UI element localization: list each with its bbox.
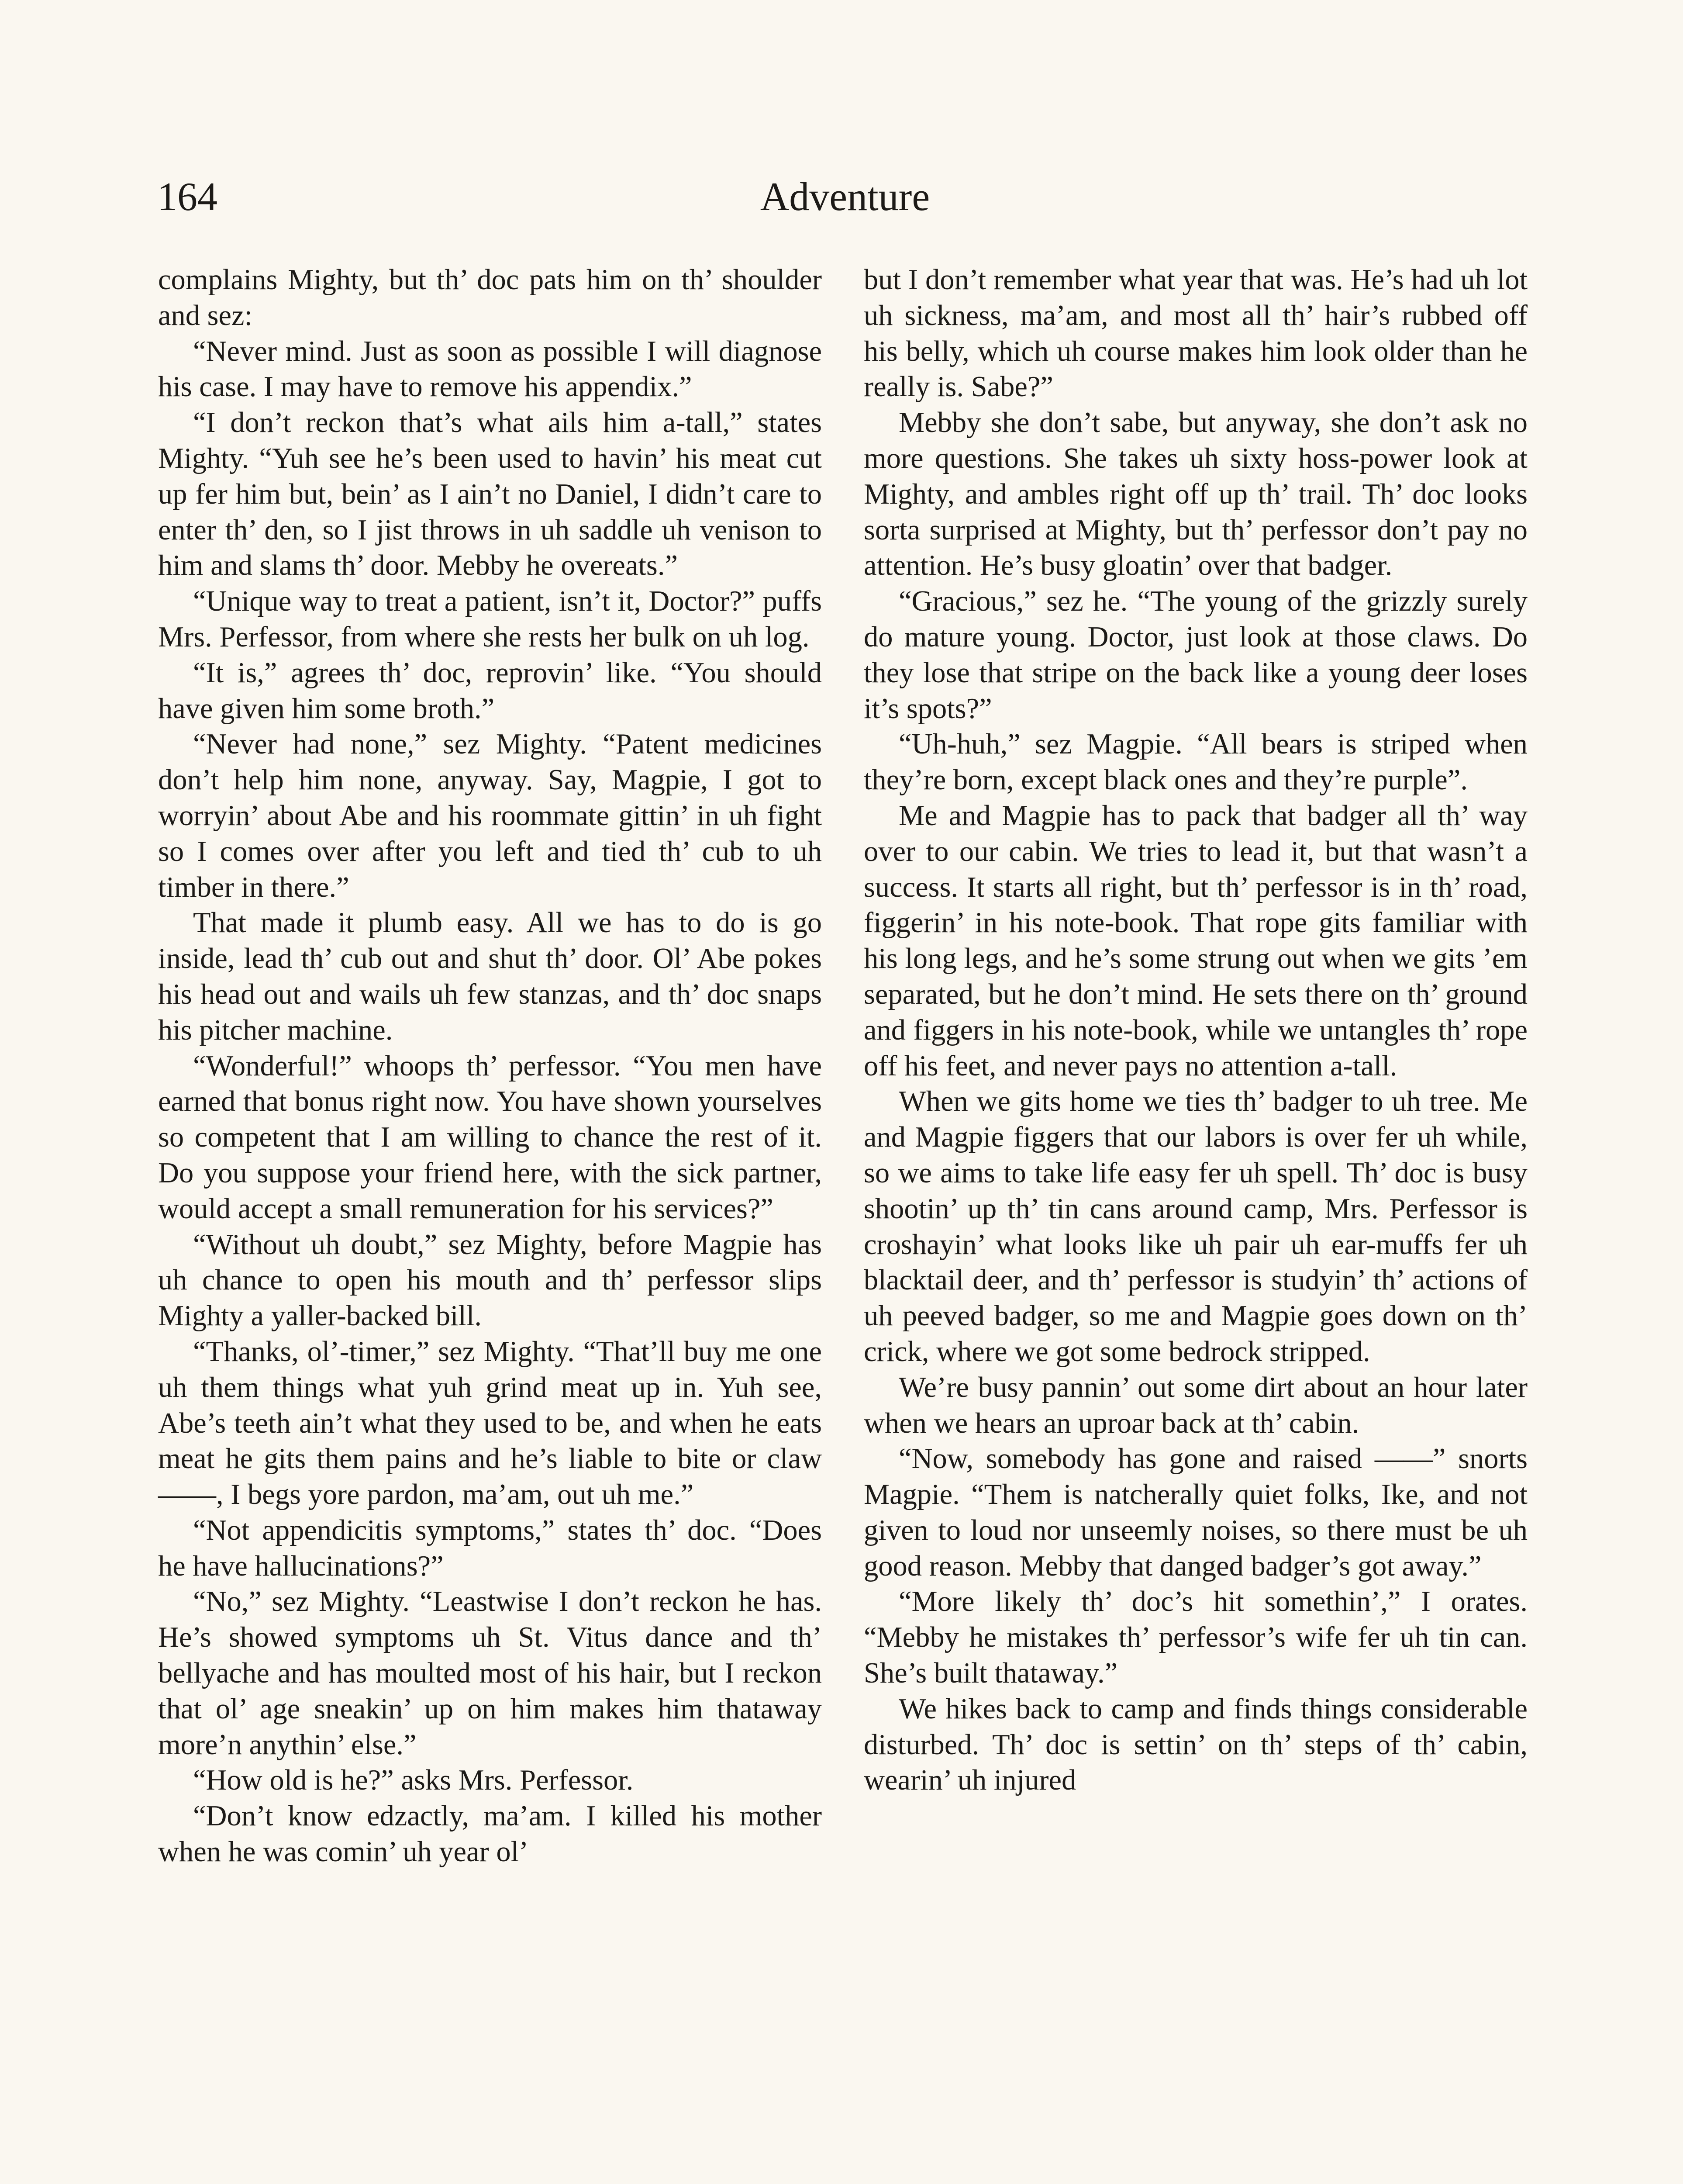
page-number: 164 [157,174,217,219]
paragraph: “Now, somebody has gone and raised ——” snorts Magpie. “Them is natcherally quiet folks, Ike, and not given to loud nor unseemly noises, so there must be uh good reason. Mebby that danged badger’s got away.” [864,1443,1528,1582]
paragraph: We hikes back to camp and finds things considerable disturbed. Th’ doc is settin’ on th’ steps of th’ cabin, wearin’ uh injured [864,1693,1528,1797]
paragraph: “Thanks, ol’-timer,” sez Mighty. “That’ll buy me one uh them things what yuh grind meat up in. Yuh see, Abe’s teeth ain’t what they used to be, and when he eats meat he gits them pains and he’s liable to bite or claw ——, I begs yore pardon, ma’am, out uh me.” [158,1335,822,1511]
paragraph: complains Mighty, but th’ doc pats him on th’ shoulder and sez: [158,264,822,332]
paragraph: “Gracious,” sez he. “The young of the grizzly surely do mature young. Doctor, just look at those claws. Do they lose that stripe on the back like a young deer loses it’s spots?” [864,585,1528,725]
paragraph: “Wonderful!” whoops th’ perfessor. “You men have earned that bonus right now. You have shown yourselves so competent that I am willing to chance the rest of it. Do you suppose your friend here, with the sick partner, would accept a small remuneration for his services?” [158,1050,822,1225]
paragraph: “More likely th’ doc’s hit somethin’,” I orates. “Mebby he mistakes th’ perfessor’s wife fer uh tin can. She’s built thataway.” [864,1586,1528,1690]
paragraph: That made it plumb easy. All we has to do is go inside, lead th’ cub out and shut th’ door. Ol’ Abe pokes his head out and wails uh few stanzas, and th’ doc snaps his pitcher machine. [158,907,822,1046]
paragraph: “How old is he?” asks Mrs. Perfessor. [193,1764,634,1797]
paragraph: “No,” sez Mighty. “Leastwise I don’t reckon he has. He’s showed symptoms uh St. Vitus dance and th’ bellyache and has moulted most of his hair, but I reckon that ol’ age sneakin’ up on him makes him thataway more’n anythin’ else.” [158,1586,822,1761]
paragraph: Mebby she don’t sabe, but anyway, she don’t ask no more questions. She takes uh sixty hoss-power look at Mighty, and ambles right off up th’ trail. Th’ doc looks sorta surprised at Mighty, but th’ perfessor don’t pay no attention. He’s busy gloatin’ over that badger. [864,407,1528,582]
running-title: Adventure [760,174,930,219]
paragraph: “Not appendicitis symptoms,” states th’ doc. “Does he have hallucinations?” [158,1514,822,1582]
paragraph: Me and Magpie has to pack that badger all th’ way over to our cabin. We tries to lead it, but that wasn’t a success. It starts all right, but th’ perfessor is in th’ road, figgerin’ in his note-book. That rope gits familiar with his long legs, and he’s some strung out when we gits ’em separated, but he don’t mind. He sets there on th’ ground and figgers in his note-book, while we untangles th’ rope off his feet, and never pays no attention a-tall. [864,799,1528,1082]
left-column [158,262,822,1870]
page-header [157,164,1533,229]
paragraph: “I don’t reckon that’s what ails him a-tall,” states Mighty. “Yuh see he’s been used to havin’ his meat cut up fer him but, bein’ as I ain’t no Daniel, I didn’t care to enter th’ den, so I jist throws in uh saddle uh venison to him and slams th’ door. Mebby he overeats.” [158,407,822,582]
paragraph: “Unique way to treat a patient, isn’t it, Doctor?” puffs Mrs. Perfessor, from where she rests her bulk on uh log. [158,585,822,653]
right-column [864,262,1528,1798]
paragraph: “Uh-huh,” sez Magpie. “All bears is striped when they’re born, except black ones and they’re purple”. [864,728,1528,796]
paragraph: When we gits home we ties th’ badger to uh tree. Me and Magpie figgers that our labors is over fer uh while, so we aims to take life easy fer uh spell. Th’ doc is busy shootin’ up th’ tin cans around camp, Mrs. Perfessor is croshayin’ what looks like uh pair uh ear-muffs fer uh blacktail deer, and th’ perfessor is studyin’ th’ actions of uh peeved badger, so me and Magpie goes down on th’ crick, where we got some bedrock stripped. [864,1085,1528,1368]
paragraph: We’re busy pannin’ out some dirt about an hour later when we hears an uproar back at th’ cabin. [864,1371,1528,1439]
paragraph: but I don’t remember what year that was. He’s had uh lot uh sickness, ma’am, and most all th’ hair’s rubbed off his belly, which uh course makes him look older than he really is. Sabe?” [864,264,1528,403]
paragraph: “It is,” agrees th’ doc, reprovin’ like. “You should have given him some broth.” [158,657,822,725]
paragraph: “Never mind. Just as soon as possible I will diagnose his case. I may have to remove his appendix.” [158,335,822,403]
paragraph: “Without uh doubt,” sez Mighty, before Magpie has uh chance to open his mouth and th’ perfessor slips Mighty a yaller-backed bill. [158,1228,822,1332]
paragraph: “Don’t know edzactly, ma’am. I killed his mother when he was comin’ uh year ol’ [158,1800,822,1868]
paragraph: “Never had none,” sez Mighty. “Patent medicines don’t help him none, anyway. Say, Magpie, I got to worryin’ about Abe and his roommate gittin’ in uh fight so I comes over after you left and tied th’ cub to uh timber in there.” [158,728,822,903]
